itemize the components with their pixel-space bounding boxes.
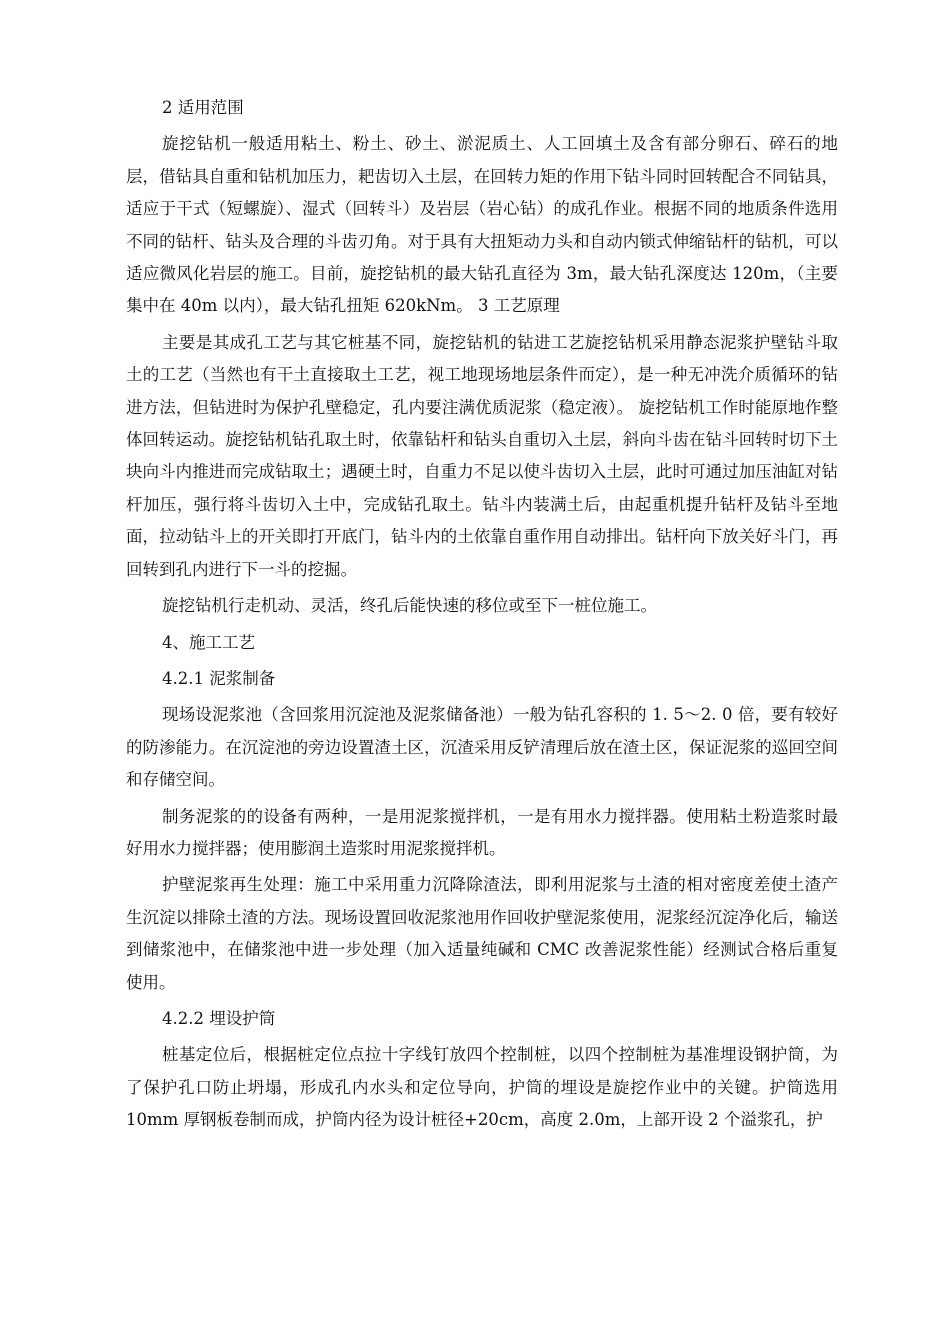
subsection-heading-slurry: 4.2.1 泥浆制备 — [162, 668, 276, 688]
section-heading-construction: 4、施工工艺 — [162, 632, 255, 652]
paragraph-scope: 旋挖钻机一般适用粘土、粉土、砂土、淤泥质土、人工回填土及含有部分卵石、碎石的地层，借钻具自重和钻机加压力，耙齿切入土层，在回转力矩的作用下钻斗同时回转配合不同钻具，适应于干式（短螺旋）、湿式（回转斗）及岩层（岩心钻）的成孔作业。根据不同的地质条件选用不同的钻杆、钻头及合理的斗齿刃角。对于具有大扭矩动力头和自动内锁式伸缩钻杆的钻机，可以适应微风化岩层的施工。目前，旋挖钻机的最大钻孔直径为 3m，最大钻孔深度达 120m，（主要集中在 40m 以内），最大钻孔扭矩 620kNm。 3 工艺原理 — [126, 134, 838, 316]
document-body — [126, 92, 838, 1141]
paragraph-slurry-pool: 现场设泥浆池（含回浆用沉淀池及泥浆储备池）一般为钻孔容积的 1. 5～2. 0 倍，要有较好的防渗能力。在沉淀池的旁边设置渣土区，沉渣采用反铲清理后放在渣土区，保证泥浆的巡回空间和存储空间。 — [126, 705, 838, 790]
paragraph-slurry-recycling: 护壁泥浆再生处理：施工中采用重力沉降除渣法，即利用泥浆与土渣的相对密度差使土渣产生沉淀以排除土渣的方法。现场设置回收泥浆池用作回收护壁泥浆使用，泥浆经沉淀净化后，输送到储浆池中，在储浆池中进一步处理（加入适量纯碱和 CMC 改善泥浆性能）经测试合格后重复使用。 — [126, 875, 838, 992]
subsection-heading-casing: 4.2.2 埋设护筒 — [162, 1008, 276, 1028]
paragraph-principle: 主要是其成孔工艺与其它桩基不同，旋挖钻机的钻进工艺旋挖钻机采用静态泥浆护壁钻斗取土的工艺（当然也有干土直接取土工艺，视工地现场地层条件而定），是一种无冲洗介质循环的钻进方法，但钻进时为保护孔壁稳定，孔内要注满优质泥浆（稳定液）。 旋挖钻机工作时能原地作整体回转运动。旋挖钻机钻孔取土时，依靠钻杆和钻头自重切入土层，斜向斗齿在钻斗回转时切下土块向斗内推进而完成钻取土；遇硬土时，自重力不足以使斗齿切入土层，此时可通过加压油缸对钻杆加压，强行将斗齿切入土中，完成钻孔取土。钻斗内装满土后，由起重机提升钻杆及钻斗至地面，拉动钻斗上的开关即打开底门，钻斗内的土依靠自重作用自动排出。钻杆向下放关好斗门，再回转到孔内进行下一斗的挖掘。 — [126, 332, 838, 579]
paragraph-slurry-equipment: 制务泥浆的的设备有两种，一是用泥浆搅拌机，一是有用水力搅拌器。使用粘土粉造浆时最好用水力搅拌器；使用膨润土造浆时用泥浆搅拌机。 — [126, 806, 838, 858]
paragraph-casing: 桩基定位后，根据桩定位点拉十字线钉放四个控制桩，以四个控制桩为基准埋设钢护筒，为了保护孔口防止坍塌，形成孔内水头和定位导向，护筒的埋设是旋挖作业中的关键。护筒选用 10mm 厚钢板卷制而成，护筒内径为设计桩径+20cm，高度 2.0m，上部开设 2 个溢浆孔，护 — [126, 1045, 838, 1130]
section-heading-scope: 2 适用范围 — [162, 98, 244, 117]
paragraph-mobility: 旋挖钻机行走机动、灵活，终孔后能快速的移位或至下一桩位施工。 — [162, 596, 657, 616]
